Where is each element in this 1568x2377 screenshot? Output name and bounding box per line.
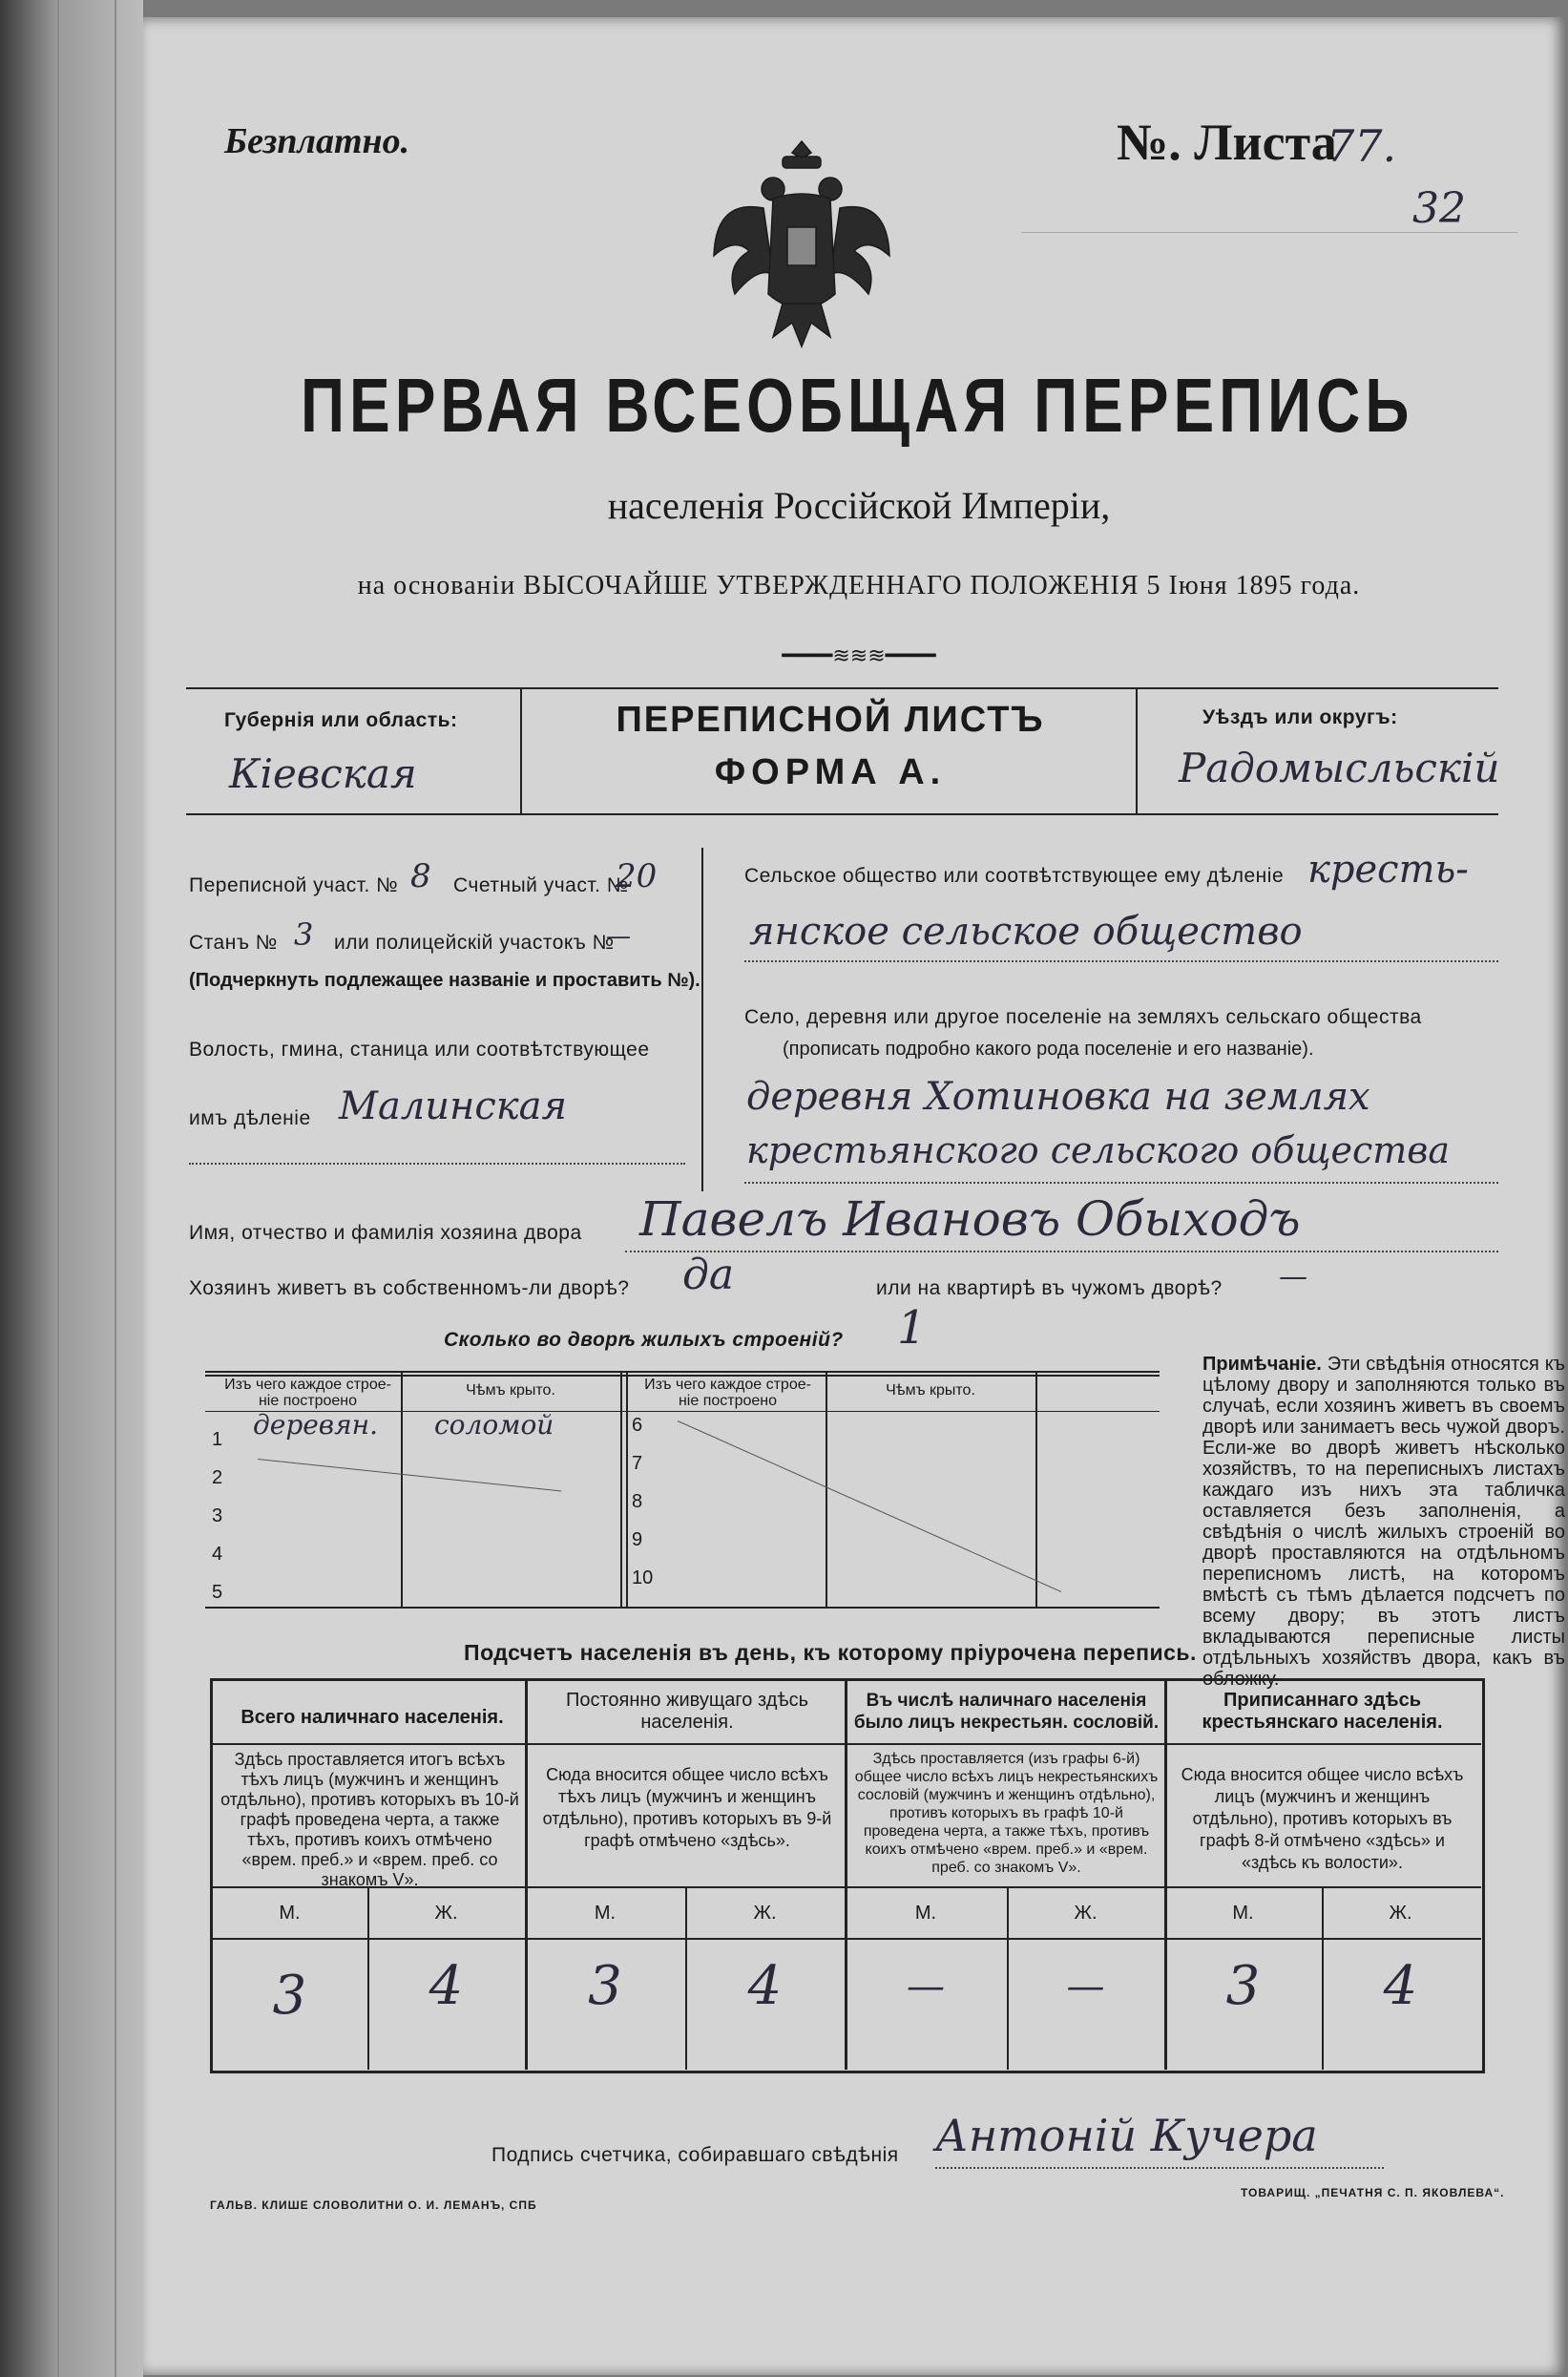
col3-m-label: М. (914, 1903, 937, 1924)
buildings-value: 1 (897, 1301, 927, 1355)
society-value-1: кресть- (1307, 848, 1469, 892)
owner-name-value: Павелъ Ивановъ Обыходъ (639, 1191, 1301, 1247)
double-headed-eagle-icon (706, 132, 897, 361)
page-edge (0, 0, 143, 2377)
col1-desc: Здѣсь проставляется итогъ всѣхъ тѣхъ лицъ (мужчинъ и женщинъ отдѣльно), противъ которыхъ въ 10-й графѣ проведена черта, а также тѣхъ, противъ коихъ отмѣчено «врем. преб.» и «врем. преб. со знакомъ V». (220, 1750, 519, 1889)
col1-title: Всего наличнаго населенія. (240, 1707, 504, 1728)
volost-value: Малинская (339, 1084, 568, 1128)
schet-value: 20 (616, 857, 658, 895)
selo-note: (прописать подробно какого рода поселеніе и его названіе). (783, 1039, 1314, 1060)
roof-header: Чѣмъ крыто. (466, 1382, 555, 1399)
col3-m-value: — (907, 1965, 945, 2009)
uchast-value: 8 (410, 857, 431, 895)
footer-right: ТОВАРИЩ. „ПЕЧАТНЯ С. П. ЯКОВЛЕВА“. (1241, 2186, 1505, 2199)
material-header: Изъ чего каждое строе-ніе построено (224, 1377, 391, 1409)
col1-zh-value: 4 (429, 1955, 464, 2017)
own-yard-value: да (682, 1251, 735, 1299)
census-decree: на основаніи ВЫСОЧАЙШЕ УТВЕРЖДЕННАГО ПОЛОЖЕНІЯ 5 Іюня 1895 года. (357, 571, 1361, 600)
uezd-value: Радомысльскій (1179, 745, 1500, 791)
signature-label: Подпись счетчика, собиравшаго свѣдѣнія (491, 2144, 899, 2166)
stan-value: 3 (294, 916, 314, 953)
note-heading: Примѣчаніе. (1202, 1354, 1322, 1375)
uezd-label: Уѣздъ или округъ: (1202, 706, 1398, 728)
buildings-label: Сколько во дворѣ жилыхъ строеній? (444, 1329, 844, 1351)
ornament: ━━━━≋≋≋━━━━ (782, 643, 936, 667)
rows-right: 6 7 8 9 10 (632, 1415, 654, 1588)
rows-left: 1 2 3 4 5 (212, 1429, 223, 1603)
material-header-2: Изъ чего каждое строе-ніе построено (644, 1377, 811, 1409)
own-yard-label: Хозяинъ живетъ въ собственномъ-ли дворѣ? (189, 1277, 630, 1299)
corner-number: 32 (1412, 184, 1466, 233)
selo-value-2: крестьянского сельского общества (746, 1129, 1451, 1171)
col2-zh-label: Ж. (753, 1903, 777, 1924)
gubernia-label: Губернія или область: (224, 709, 458, 731)
schet-label: Счетный участ. № (453, 874, 629, 896)
count-heading: Подсчетъ населенія въ день, къ которому пріурочена перепись. (464, 1640, 1197, 1665)
signature-value: Антоній Кучера (935, 2110, 1318, 2161)
society-label: Сельское общество или соотвѣтствующее ему дѣленіе (744, 865, 1285, 887)
census-subtitle: населенія Россійской Имперіи, (607, 484, 1111, 527)
col3-zh-value: — (1066, 1965, 1105, 2009)
form-heading: ПЕРЕПИСНОЙ ЛИСТЪ (616, 700, 1045, 740)
col4-m-label: М. (1232, 1903, 1254, 1924)
col3-title: Въ числѣ наличнаго населенія было лицъ некрестьян. сословій. (853, 1691, 1160, 1733)
society-value-2: янское сельское общество (749, 910, 1303, 954)
col4-zh-label: Ж. (1389, 1903, 1412, 1924)
col2-title: Постоянно живущаго здѣсь населенія. (565, 1690, 809, 1733)
selo-label: Село, деревня или другое поселеніе на земляхъ сельскаго общества (744, 1006, 1422, 1028)
sheet-number-label: №. Листа (1117, 114, 1337, 171)
col2-m-value: 3 (588, 1955, 622, 2017)
col2-zh-value: 4 (747, 1955, 783, 2017)
gubernia-value: Кіевская (229, 750, 417, 797)
stan-label: Станъ № (189, 932, 278, 954)
rent-value: — (1279, 1260, 1307, 1294)
uchast-label: Переписной участ. № (189, 874, 399, 896)
col2-m-label: М. (594, 1903, 617, 1924)
volost-label: Волость, гмина, станица или соотвѣтствующее (189, 1039, 650, 1061)
col1-zh-label: Ж. (434, 1903, 458, 1924)
police-label: или полицейскій участокъ № (334, 932, 615, 954)
stan-note: (Подчеркнуть подлежащее названіе и проставить №). (189, 970, 700, 991)
row1-roof: соломой (434, 1409, 554, 1441)
note-text: Эти свѣдѣнія относятся къ цѣлому двору и заполняются только въ случаѣ, если хозяинъ живетъ въ своемъ дворѣ или занимаетъ весь чужой дворъ. Если-же во дворѣ живетъ нѣсколько хозяйствъ, то на переписныхъ листахъ каждаго изъ нихъ эта табличка оставляется безъ заполненія, а свѣдѣнія о числѣ жилыхъ строеній во дворѣ проставляются на отдѣльномъ переписномъ листѣ, на которомъ вмѣстѣ съ тѣмъ дѣлается подсчетъ по всему двору; въ этотъ листъ вкладываются переписные листы отдѣльныхъ хозяйствъ двора, какъ въ обложку. (1202, 1354, 1566, 1690)
police-value: — (606, 922, 631, 951)
sheet-number-value: 77. (1327, 120, 1397, 172)
col3-zh-label: Ж. (1074, 1903, 1098, 1924)
row1-material: деревян. (253, 1409, 378, 1441)
col4-m-value: 3 (1225, 1955, 1261, 2017)
col4-desc: Сюда вносится общее число всѣхъ лицъ (мужчинъ и женщинъ отдѣльно), противъ которыхъ въ графѣ 8-й отмѣчено «здѣсь» и «здѣсь къ волости». (1181, 1765, 1464, 1872)
col1-m-value: 3 (272, 1965, 307, 2027)
col1-m-label: М. (279, 1903, 301, 1924)
selo-value-1: деревня Хотиновка на землях (746, 1075, 1370, 1119)
census-title: ПЕРВАЯ ВСЕОБЩАЯ ПЕРЕПИСЬ (301, 362, 1414, 449)
col2-desc: Сюда вносится общее число всѣхъ тѣхъ лицъ (мужчинъ и женщинъ отдѣльно), противъ которыхъ въ 9-й графѣ отмѣчено «здѣсь». (542, 1765, 832, 1850)
form-type: ФОРМА А. (714, 752, 947, 792)
volost-label-2: имъ дѣленіе (189, 1107, 311, 1129)
census-sheet (143, 17, 1565, 2375)
free-label: Безплатно. (224, 121, 410, 161)
col3-desc: Здѣсь проставляется (изъ графы 6-й) общее число всѣхъ лицъ некрестьянскихъ сословій (мужчинъ и женщинъ отдѣльно), противъ которыхъ въ графѣ 10-й проведена черта, а также тѣхъ, противъ коихъ отмѣчено «врем. преб.» и «врем. преб. со знакомъ V». (854, 1751, 1159, 1876)
col4-zh-value: 4 (1383, 1955, 1418, 2017)
roof-header-2: Чѣмъ крыто. (886, 1382, 975, 1399)
rent-label: или на квартирѣ въ чужомъ дворѣ? (876, 1277, 1223, 1299)
footer-left: ГАЛЬВ. КЛИШЕ СЛОВОЛИТНИ О. И. ЛЕМАНЪ, СПБ (210, 2198, 537, 2212)
owner-name-label: Имя, отчество и фамилія хозяина двора (189, 1222, 582, 1244)
col4-title: Приписаннаго здѣсь крестьянскаго населенія. (1202, 1690, 1443, 1733)
